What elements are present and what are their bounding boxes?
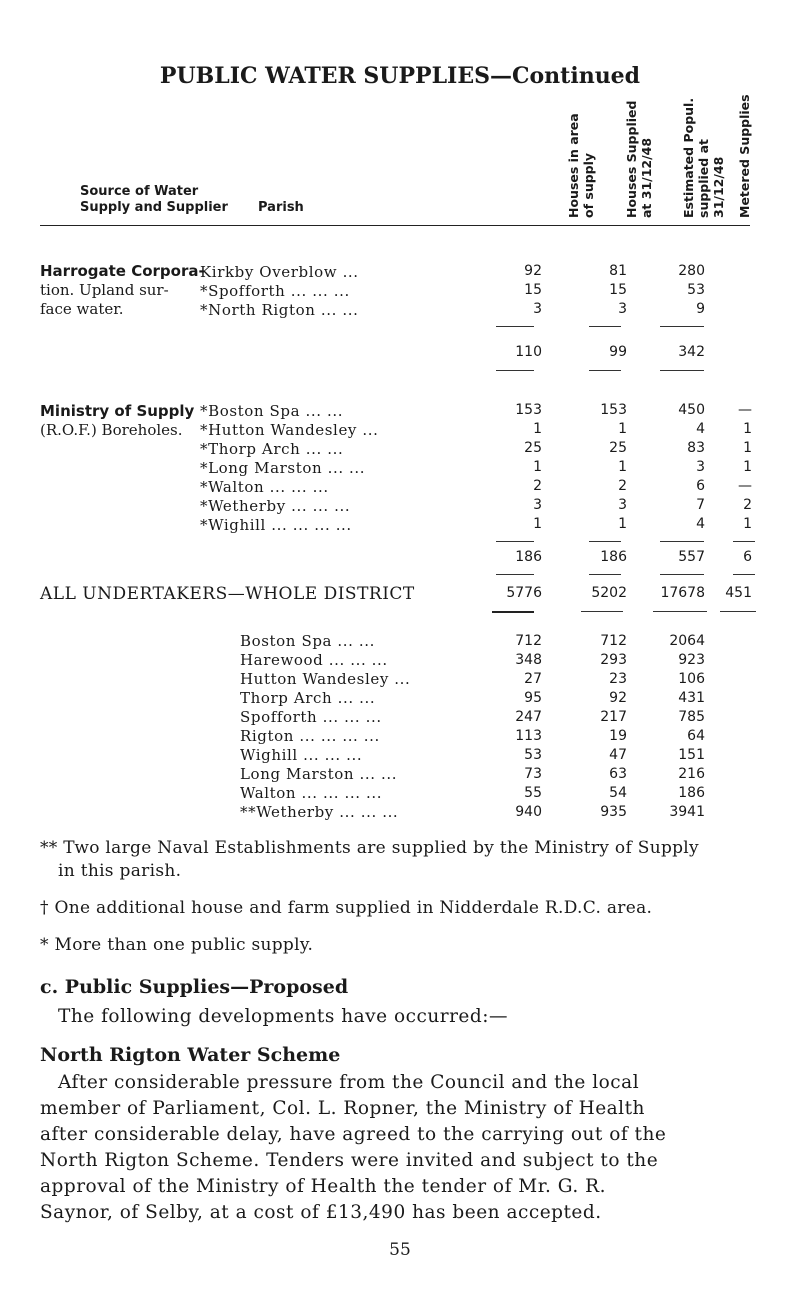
ministry-supplied-5: 2 <box>618 478 627 494</box>
all-undertakers-supplied: 5202 <box>591 585 627 601</box>
ministry-supplied-7: 1 <box>618 516 627 532</box>
ministry-subtotal-rule-metered <box>733 541 755 542</box>
north-rigton-line-3: after considerable delay, have agreed to the carrying out of the <box>40 1124 667 1145</box>
harrogate-total-rule-supplied <box>589 370 621 371</box>
header-estimated-popul-line1: Estimated Popul. <box>681 97 696 218</box>
district-houses-8: 73 <box>524 766 542 782</box>
district-houses-7: 53 <box>524 747 542 763</box>
harrogate-houses-3: 3 <box>533 301 542 317</box>
header-metered-line1: Metered Supplies <box>737 94 752 218</box>
ministry-total-rule-houses <box>496 574 534 575</box>
ministry-houses-1: 153 <box>515 402 542 418</box>
ministry-houses-6: 3 <box>533 497 542 513</box>
section-c-intro: The following developments have occurred:— <box>58 1006 508 1027</box>
ministry-subtotal-rule-houses <box>496 541 534 542</box>
harrogate-supplied-3: 3 <box>618 301 627 317</box>
header-source <box>80 184 228 216</box>
district-houses-3: 27 <box>524 671 542 687</box>
district-pop-8: 216 <box>678 766 705 782</box>
harrogate-total-supplied: 99 <box>609 344 627 360</box>
harrogate-houses-1: 92 <box>524 263 542 279</box>
harrogate-parish-1: Kirkby Overblow ... <box>200 263 359 281</box>
ministry-houses-3: 25 <box>524 440 542 456</box>
district-supplied-8: 63 <box>609 766 627 782</box>
ministry-source-line2: (R.O.F.) Boreholes. <box>40 421 183 439</box>
district-parish-6: Rigton ... ... ... ... <box>240 727 380 745</box>
district-houses-5: 247 <box>515 709 542 725</box>
district-parish-1: Boston Spa ... ... <box>240 632 376 650</box>
ministry-metered-5: — <box>738 478 752 494</box>
harrogate-total-pop: 342 <box>678 344 705 360</box>
page-title: PUBLIC WATER SUPPLIES—Continued <box>159 63 641 89</box>
header-estimated-popul-line2: supplied at <box>696 139 711 218</box>
district-pop-1: 2064 <box>669 633 705 649</box>
ministry-houses-2: 1 <box>533 421 542 437</box>
all-undertakers-rule-pop <box>653 611 707 612</box>
ministry-supplied-3: 25 <box>609 440 627 456</box>
harrogate-total-houses: 110 <box>515 344 542 360</box>
ministry-pop-2: 4 <box>696 421 705 437</box>
district-houses-10: 940 <box>515 804 542 820</box>
ministry-total-rule-metered <box>733 574 755 575</box>
district-parish-3: Hutton Wandesley ... <box>240 670 411 688</box>
district-pop-2: 923 <box>678 652 705 668</box>
district-supplied-3: 23 <box>609 671 627 687</box>
harrogate-subtotal-rule-houses <box>496 326 534 327</box>
district-supplied-10: 935 <box>600 804 627 820</box>
ministry-subtotal-rule-pop <box>660 541 704 542</box>
ministry-metered-6: 2 <box>743 497 752 513</box>
north-rigton-line-6: Saynor, of Selby, at a cost of £13,490 has been accepted. <box>40 1202 602 1223</box>
harrogate-source-line2: tion. Upland sur- <box>40 281 169 299</box>
district-pop-7: 151 <box>678 747 705 763</box>
district-supplied-1: 712 <box>600 633 627 649</box>
district-pop-3: 106 <box>678 671 705 687</box>
header-parish: Parish <box>258 200 304 215</box>
footnote-star: * More than one public supply. <box>40 935 314 955</box>
footnote-double-star-line1: ** Two large Naval Establishments are supplied by the Ministry of Supply <box>40 838 699 858</box>
ministry-pop-5: 6 <box>696 478 705 494</box>
all-undertakers-rule-supplied <box>581 611 623 612</box>
ministry-metered-7: 1 <box>743 516 752 532</box>
ministry-total-metered: 6 <box>743 549 752 565</box>
district-parish-9: Walton ... ... ... ... <box>240 784 383 802</box>
header-houses-in-area-line1: Houses in area <box>566 113 581 218</box>
section-c-heading: c. Public Supplies—Proposed <box>40 976 349 998</box>
district-pop-4: 431 <box>678 690 705 706</box>
header-rule <box>40 225 750 226</box>
ministry-parish-6: *Wetherby ... ... ... <box>200 497 351 515</box>
header-estimated-popul-line3: 31/12/48 <box>711 156 726 218</box>
ministry-source-line1: Ministry of Supply <box>40 402 195 420</box>
district-parish-4: Thorp Arch ... ... <box>240 689 376 707</box>
ministry-metered-2: 1 <box>743 421 752 437</box>
harrogate-subtotal-rule-supplied <box>589 326 621 327</box>
all-undertakers-metered: 451 <box>725 585 752 601</box>
district-parish-5: Spofforth ... ... ... <box>240 708 382 726</box>
all-undertakers-pop: 17678 <box>660 585 705 601</box>
header-houses-in-area-line2: of supply <box>581 152 596 218</box>
ministry-supplied-4: 1 <box>618 459 627 475</box>
header-source-line1: Source of Water <box>80 184 199 199</box>
north-rigton-line-4: North Rigton Scheme. Tenders were invited and subject to the <box>40 1150 659 1171</box>
ministry-metered-4: 1 <box>743 459 752 475</box>
district-parish-2: Harewood ... ... ... <box>240 651 388 669</box>
district-houses-2: 348 <box>515 652 542 668</box>
ministry-subtotal-rule-supplied <box>589 541 621 542</box>
ministry-parish-7: *Wighill ... ... ... ... <box>200 516 352 534</box>
all-undertakers-rule-metered <box>720 611 756 612</box>
north-rigton-line-1: After considerable pressure from the Council and the local <box>58 1072 640 1093</box>
footnote-double-star-line2: in this parish. <box>58 861 182 881</box>
all-undertakers-label: ALL UNDERTAKERS—WHOLE DISTRICT <box>40 584 415 604</box>
harrogate-houses-2: 15 <box>524 282 542 298</box>
ministry-houses-5: 2 <box>533 478 542 494</box>
ministry-pop-6: 7 <box>696 497 705 513</box>
district-houses-9: 55 <box>524 785 542 801</box>
district-pop-6: 64 <box>687 728 705 744</box>
ministry-pop-7: 4 <box>696 516 705 532</box>
ministry-metered-3: 1 <box>743 440 752 456</box>
district-parish-7: Wighill ... ... ... <box>240 746 363 764</box>
district-supplied-6: 19 <box>609 728 627 744</box>
ministry-parish-2: *Hutton Wandesley ... <box>200 421 379 439</box>
harrogate-pop-3: 9 <box>696 301 705 317</box>
ministry-pop-3: 83 <box>687 440 705 456</box>
ministry-parish-1: *Boston Spa ... ... <box>200 402 344 420</box>
district-supplied-9: 54 <box>609 785 627 801</box>
footnote-dagger: † One additional house and farm supplied in Nidderdale R.D.C. area. <box>40 898 653 918</box>
district-houses-4: 95 <box>524 690 542 706</box>
harrogate-total-rule-pop <box>660 370 704 371</box>
ministry-supplied-1: 153 <box>600 402 627 418</box>
district-supplied-5: 217 <box>600 709 627 725</box>
header-houses-supplied-line2: at 31/12/48 <box>639 137 654 218</box>
header-houses-supplied-line1: Houses Supplied <box>624 100 639 218</box>
harrogate-supplied-1: 81 <box>609 263 627 279</box>
district-parish-10: **Wetherby ... ... ... <box>240 803 399 821</box>
ministry-total-supplied: 186 <box>600 549 627 565</box>
ministry-total-pop: 557 <box>678 549 705 565</box>
harrogate-pop-2: 53 <box>687 282 705 298</box>
district-supplied-7: 47 <box>609 747 627 763</box>
ministry-houses-4: 1 <box>533 459 542 475</box>
ministry-parish-5: *Walton ... ... ... <box>200 478 329 496</box>
harrogate-source-line3: face water. <box>40 300 124 318</box>
harrogate-parish-3: *North Rigton ... ... <box>200 301 359 319</box>
harrogate-pop-1: 280 <box>678 263 705 279</box>
ministry-total-rule-supplied <box>589 574 621 575</box>
harrogate-source-line1: Harrogate Corpora- <box>40 262 205 280</box>
ministry-supplied-2: 1 <box>618 421 627 437</box>
harrogate-subtotal-rule-pop <box>660 326 704 327</box>
ministry-total-houses: 186 <box>515 549 542 565</box>
district-houses-6: 113 <box>515 728 542 744</box>
page-number: 55 <box>389 1240 411 1260</box>
north-rigton-line-2: member of Parliament, Col. L. Ropner, the Ministry of Health <box>40 1098 645 1119</box>
north-rigton-line-5: approval of the Ministry of Health the tender of Mr. G. R. <box>40 1176 606 1197</box>
header-metered <box>737 80 752 218</box>
all-undertakers-houses: 5776 <box>506 585 542 601</box>
header-source-line2: Supply and Supplier <box>80 200 228 215</box>
ministry-parish-3: *Thorp Arch ... ... <box>200 440 344 458</box>
header-houses-supplied <box>624 80 654 218</box>
ministry-total-rule-pop <box>660 574 704 575</box>
district-pop-10: 3941 <box>669 804 705 820</box>
ministry-parish-4: *Long Marston ... ... <box>200 459 366 477</box>
district-supplied-2: 293 <box>600 652 627 668</box>
ministry-supplied-6: 3 <box>618 497 627 513</box>
all-undertakers-rule-houses <box>492 611 534 613</box>
north-rigton-heading: North Rigton Water Scheme <box>40 1044 341 1066</box>
harrogate-supplied-2: 15 <box>609 282 627 298</box>
district-pop-9: 186 <box>678 785 705 801</box>
harrogate-parish-2: *Spofforth ... ... ... <box>200 282 350 300</box>
ministry-pop-4: 3 <box>696 459 705 475</box>
district-supplied-4: 92 <box>609 690 627 706</box>
ministry-pop-1: 450 <box>678 402 705 418</box>
district-parish-8: Long Marston ... ... <box>240 765 398 783</box>
header-houses-in-area <box>566 80 596 218</box>
district-pop-5: 785 <box>678 709 705 725</box>
ministry-metered-1: — <box>738 402 752 418</box>
harrogate-total-rule-houses <box>496 370 534 371</box>
header-estimated-popul <box>681 80 726 218</box>
district-houses-1: 712 <box>515 633 542 649</box>
ministry-houses-7: 1 <box>533 516 542 532</box>
